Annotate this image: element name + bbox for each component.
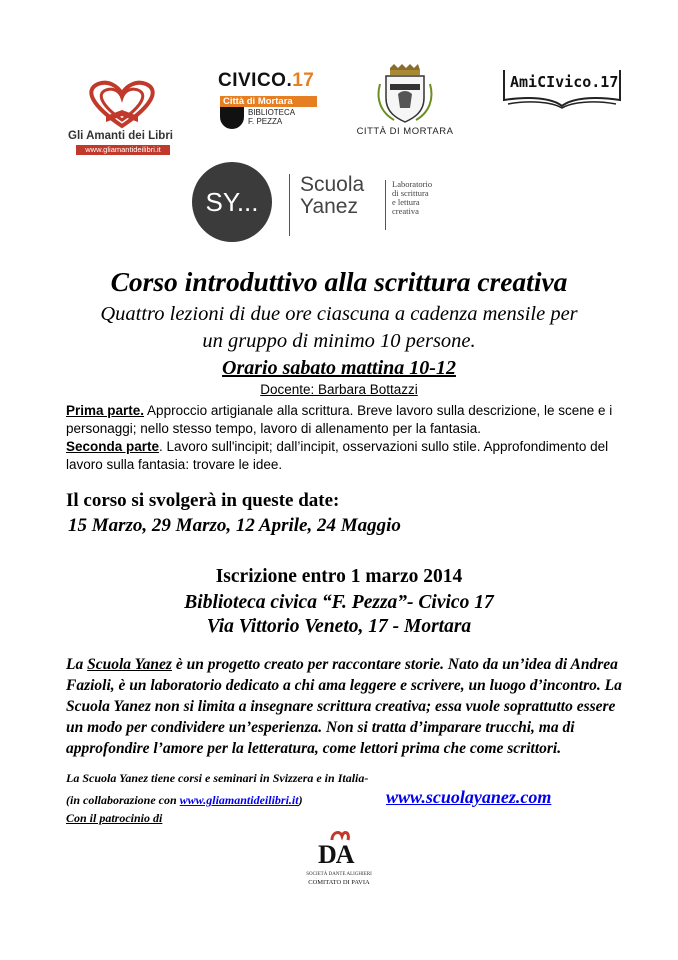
collab-suffix: ) xyxy=(298,793,303,807)
part-one-label: Prima parte. xyxy=(66,403,145,418)
amanti-dei-libri-logo xyxy=(62,76,182,154)
program-part-one xyxy=(66,402,626,438)
description-school-name: Scuola Yanez xyxy=(87,656,172,673)
collab-link[interactable]: www.gliamantideilibri.it xyxy=(179,793,299,807)
civico-logo-bar: Città di Mortara xyxy=(220,96,317,107)
mortara-logo-caption: CITTÀ DI MORTARA xyxy=(356,126,454,137)
civico-logo-sub2: F. PEZZA xyxy=(248,117,283,126)
civico17-logo xyxy=(218,70,318,130)
yanez-tag-line: Laboratorio xyxy=(392,179,433,189)
civico-logo-title-main: CIVICO. xyxy=(218,70,293,91)
civico-logo-title xyxy=(218,70,314,92)
patronage-note: Con il patrocinio di xyxy=(66,811,163,825)
yanez-tag-line: creativa xyxy=(392,206,419,216)
yanez-logo-mark: SY... xyxy=(192,162,272,242)
yanez-logo-name-line1: Scuola xyxy=(300,173,365,196)
dates-heading: Il corso si svolgerà in queste date: xyxy=(66,490,340,511)
yanez-logo-name xyxy=(300,174,364,218)
amanti-logo-url: www.gliamantideilibri.it xyxy=(76,145,170,155)
yanez-logo-divider xyxy=(385,180,386,230)
civico-logo-sub1: BIBLIOTECA xyxy=(248,108,296,117)
part-two-label: Seconda parte xyxy=(66,439,160,454)
registration-deadline: Iscrizione entro 1 marzo 2014 xyxy=(215,566,463,587)
courses-note: La Scuola Yanez tiene corsi e seminari in Svizzera e in Italia- xyxy=(66,771,369,785)
school-description xyxy=(66,654,626,759)
amanti-logo-name: Gli Amanti dei Libri xyxy=(68,130,173,142)
civico-logo-shape xyxy=(220,107,244,129)
course-subtitle-line1: Quattro lezioni di due ore ciascuna a cadenza mensile per xyxy=(100,303,578,325)
citta-di-mortara-logo xyxy=(350,64,460,140)
yanez-logo-tagline xyxy=(392,180,460,216)
description-prefix: La xyxy=(66,656,88,673)
collab-prefix: (in collaborazione con xyxy=(66,793,180,807)
part-one-text: Approccio artigianale alla scrittura. Breve lavoro sulla descrizione, le scene e i personaggi; nello stesso tempo, lavoro di allenamento per la fantasia. xyxy=(66,403,613,436)
course-subtitle-line2: un gruppo di minimo 10 persone. xyxy=(202,330,476,352)
civico-logo-sub xyxy=(248,108,295,126)
yanez-logo-name-line2: Yanez xyxy=(300,195,358,218)
website-link[interactable]: www.scuolayanez.com xyxy=(386,787,552,807)
amicivico-logo-title: AmiCIvico.17 xyxy=(510,73,619,91)
course-teacher: Docente: Barbara Bottazzi xyxy=(260,382,418,397)
yanez-tag-line: di scrittura xyxy=(392,188,429,198)
dante-alighieri-logo xyxy=(304,826,374,896)
amicivico17-logo xyxy=(500,66,624,110)
description-text: è un progetto creato per raccontare storie. Nato da un’idea di Andrea Fazioli, è un laboratorio dedicato a chi ama leggere e scrivere, un luogo d’incontro. La Scuola Yanez non si limita a insegnare scrittura creativa; essa vuole soprattutto essere un modo per condividere un’esperienza. Non si tratta d’imparare trucchi, ma di approfondire l’amore per la letteratura, come lettori prima che come scrittori. xyxy=(66,656,622,757)
program-part-two xyxy=(66,438,626,474)
course-schedule: Orario sabato mattina 10-12 xyxy=(222,357,456,379)
collaboration-note xyxy=(66,793,303,808)
part-two-text: . Lavoro sull'incipit; dall’incipit, osservazioni sullo stile. Approfondimento del lavoro sulla fantasia: trovare le idee. xyxy=(66,439,609,472)
civico-logo-title-num: 17 xyxy=(292,70,315,91)
heart-book-icon xyxy=(62,76,182,132)
registration-address: Via Vittorio Veneto, 17 - Mortara xyxy=(206,616,472,637)
registration-place: Biblioteca civica “F. Pezza”- Civico 17 xyxy=(184,592,494,613)
course-title: Corso introduttivo alla scrittura creativa xyxy=(110,266,568,297)
scuola-yanez-logo xyxy=(192,162,462,244)
dante-logo-line2: COMITATO DI PAVIA xyxy=(308,879,370,886)
dante-logo-line1: SOCIETÀ DANTE ALIGHIERI xyxy=(306,872,372,877)
coat-of-arms-icon xyxy=(350,64,460,124)
dates-list: 15 Marzo, 29 Marzo, 12 Aprile, 24 Maggio xyxy=(68,515,401,536)
yanez-logo-divider xyxy=(289,174,290,236)
dante-logo-mark: DA xyxy=(318,840,354,869)
yanez-tag-line: e lettura xyxy=(392,197,420,207)
